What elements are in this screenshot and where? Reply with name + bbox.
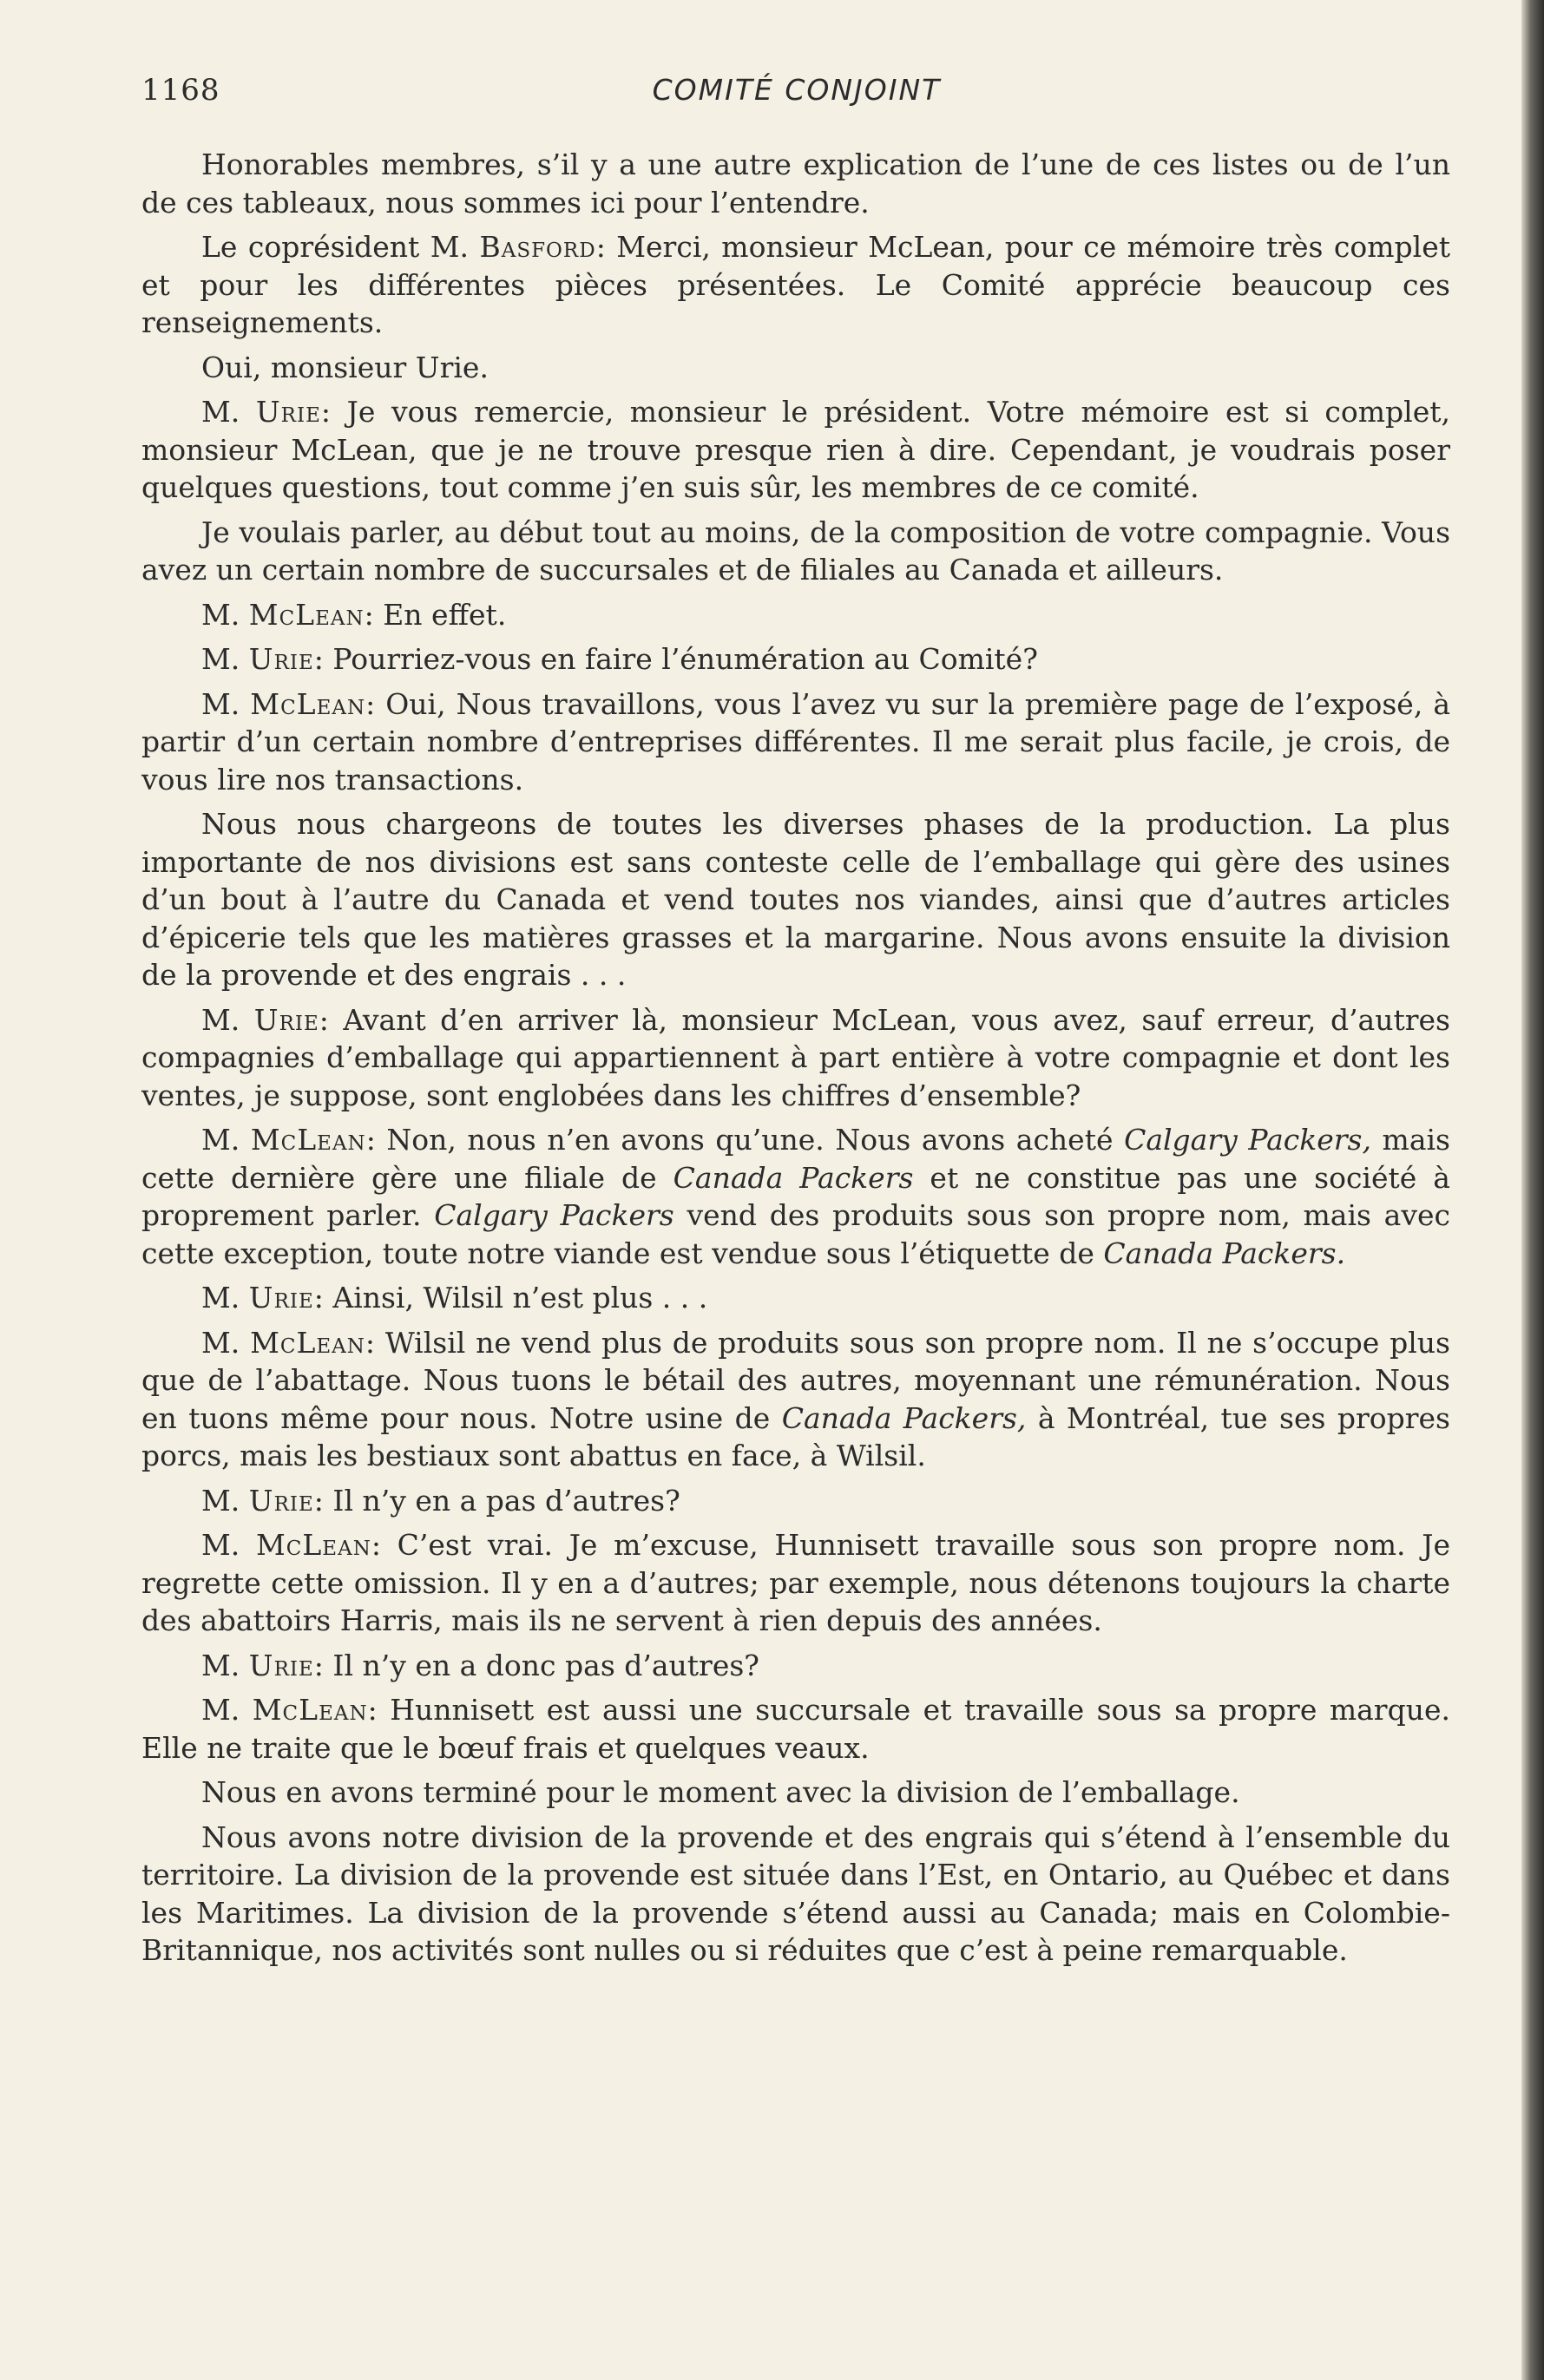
italic-text: Canada Packers, xyxy=(781,1400,1027,1435)
speaker-label: M. McLean xyxy=(201,686,366,721)
paragraph xyxy=(141,1774,1450,1812)
paragraph xyxy=(141,1691,1450,1767)
paragraph-text: : Il n’y en a donc pas d’autres? xyxy=(313,1648,759,1682)
paragraph-text: : Wilsil ne vend plus de produits sous son propre nom. Il ne s’occupe plus que de l’abattage. Nous tuons le bétail des autres, moyennant une rémunération. Nous en tuons même pour nous. Notre usine de xyxy=(141,1325,1450,1435)
paragraph-text: et ne constitue pas une société à proprement parler. xyxy=(141,1160,1450,1232)
speaker-label: M. Urie xyxy=(201,1483,314,1518)
speaker-label: M. Urie xyxy=(201,642,314,676)
speaker-label: M. McLean xyxy=(201,597,365,632)
paragraph-text: Nous nous chargeons de toutes les diverses phases de la production. La plus importante de nos divisions est sans conteste celle de l’emballage qui gère des usines d’un bout à l’autre du Canada et vend toutes nos viandes, ainsi que d’autres articles d’épicerie tels que les matières grasses et la margarine. Nous avons ensuite la division de la provende et des engrais . . . xyxy=(141,807,1450,992)
paragraph-text: : Il n’y en a pas d’autres? xyxy=(313,1483,680,1518)
speaker-label: M. Urie xyxy=(201,395,321,429)
paragraph-text: : Ainsi, Wilsil n’est plus . . . xyxy=(313,1281,708,1315)
paragraph xyxy=(141,1526,1450,1640)
paragraph xyxy=(141,805,1450,994)
italic-text: Canada Packers. xyxy=(1103,1236,1346,1270)
paragraph xyxy=(141,228,1450,342)
paragraph-text: : C’est vrai. Je m’excuse, Hunnisett travaille sous son propre nom. Je regrette cette omission. Il y en a d’autres; par exemple, nous détenons toujours la charte des abattoirs Harris, mais ils ne servent à rien depuis des années. xyxy=(141,1528,1450,1637)
paragraph-text: : Oui, Nous travaillons, vous l’avez vu sur la première page de l’exposé, à partir d’un certain nombre d’entreprises différentes. Il me serait plus facile, je crois, de vous lire nos transactions. xyxy=(141,686,1450,797)
paragraph-text: Oui, monsieur Urie. xyxy=(201,350,489,384)
paragraph xyxy=(141,146,1450,221)
paragraph xyxy=(141,514,1450,589)
italic-text: Calgary Packers xyxy=(434,1198,674,1232)
speaker-label: M. McLean xyxy=(201,1528,371,1562)
paragraph xyxy=(141,349,1450,387)
paragraph xyxy=(141,1482,1450,1520)
paragraph xyxy=(141,393,1450,507)
running-title: COMITÉ CONJOINT xyxy=(652,73,942,107)
paragraph-text: : Je vous remercie, monsieur le président. Votre mémoire est si complet, monsieur McLean, que je ne trouve presque rien à dire. Cependant, je voudrais poser quelques questions, tout comme j’en suis sûr, les membres de ce comité. xyxy=(141,395,1450,504)
italic-text: Canada Packers xyxy=(673,1160,914,1195)
paragraph-text: : Pourriez-vous en faire l’énumération au Comité? xyxy=(313,642,1038,676)
paragraph-text: Je voulais parler, au début tout au moins, de la composition de votre compagnie. Vous avez un certain nombre de succursales et de filiales au Canada et ailleurs. xyxy=(141,515,1450,587)
paragraph-text: mais cette dernière gère une filiale de xyxy=(141,1123,1450,1195)
paragraph xyxy=(141,1647,1450,1685)
paragraph-text: : Non, nous n’en avons qu’une. Nous avons acheté xyxy=(365,1123,1125,1157)
paragraph-text: Nous en avons terminé pour le moment avec la division de l’emballage. xyxy=(201,1775,1240,1809)
page-number: 1168 xyxy=(141,73,220,108)
paragraph-text: : Avant d’en arriver là, monsieur McLean, vous avez, sauf erreur, d’autres compagnies d’emballage qui appartiennent à part entière à votre compagnie et dont les ventes, je suppose, sont englobées dans les chiffres d’ensemble? xyxy=(141,1002,1450,1112)
paragraph xyxy=(141,640,1450,679)
speaker-label: M. McLean xyxy=(201,1123,366,1157)
page-header xyxy=(141,73,1452,115)
speaker-label: M. Urie xyxy=(201,1648,314,1682)
paragraph-text: : En effet. xyxy=(364,597,507,632)
paragraph xyxy=(141,1121,1450,1272)
paragraph-text: : Merci, monsieur McLean, pour ce mémoire très complet et pour les différentes pièces présentées. Le Comité apprécie beaucoup ces renseignements. xyxy=(141,230,1450,339)
paragraph xyxy=(141,685,1450,799)
speaker-label: Le coprésident M. Basford xyxy=(201,230,596,264)
body-text xyxy=(141,146,1450,1977)
page-binding-edge xyxy=(1521,0,1544,2380)
speaker-label: M. McLean xyxy=(201,1325,365,1360)
italic-text: Calgary Packers, xyxy=(1124,1123,1371,1157)
paragraph-text: : Hunnisett est aussi une succursale et travaille sous sa propre marque. Elle ne traite que le bœuf frais et quelques veaux. xyxy=(141,1693,1450,1765)
paragraph-text: Nous avons notre division de la provende et des engrais qui s’étend à l’ensemble du territoire. La division de la provende est située dans l’Est, en Ontario, au Québec et dans les Maritimes. La division de la provende s’étend aussi au Canada; mais en Colombie-Britannique, nos activités sont nulles ou si réduites que c’est à peine remarquable. xyxy=(141,1819,1450,1967)
paragraph-text: Honorables membres, s’il y a une autre explication de l’une de ces listes ou de l’un de ces tableaux, nous sommes ici pour l’entendre. xyxy=(141,148,1450,220)
paragraph-text: à Montréal, tue ses propres porcs, mais les bestiaux sont abattus en face, à Wilsil. xyxy=(141,1400,1450,1472)
speaker-label: M. McLean xyxy=(201,1693,368,1727)
paragraph-text: vend des produits sous son propre nom, mais avec cette exception, toute notre viande est vendue sous l’étiquette de xyxy=(141,1198,1450,1270)
speaker-label: M. Urie xyxy=(201,1002,319,1037)
paragraph xyxy=(141,596,1450,634)
paragraph xyxy=(141,1819,1450,1970)
paragraph xyxy=(141,1324,1450,1475)
speaker-label: M. Urie xyxy=(201,1281,314,1315)
paragraph xyxy=(141,1001,1450,1115)
paragraph xyxy=(141,1279,1450,1317)
